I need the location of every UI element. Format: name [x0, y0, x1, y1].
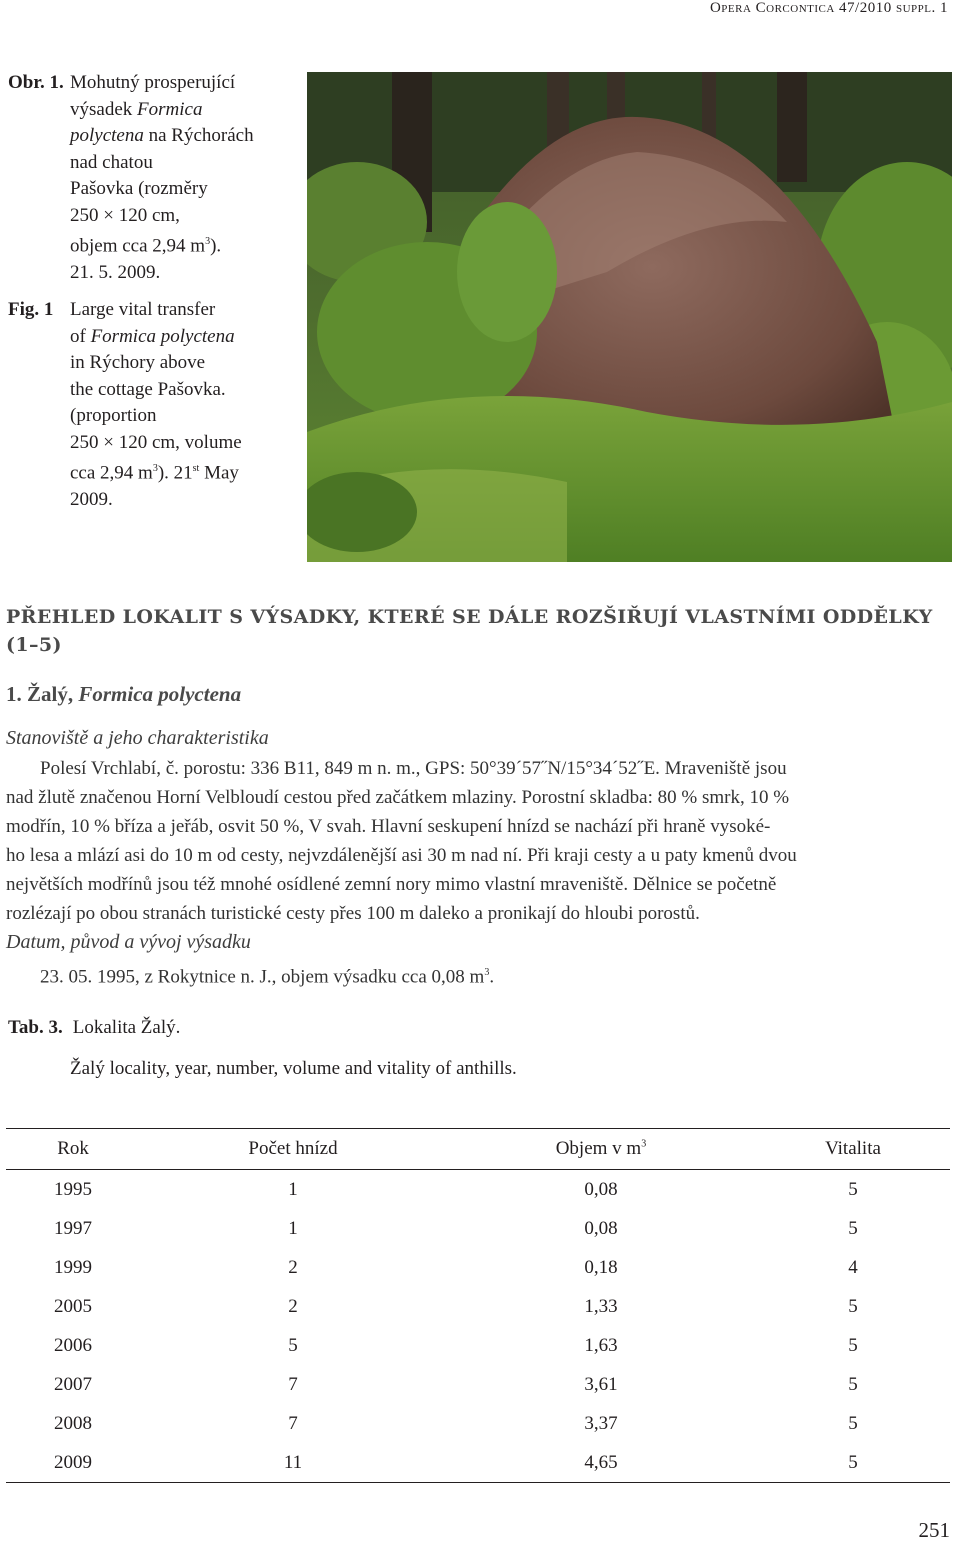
table-cell: 0,18	[584, 1256, 618, 1278]
table-cell: 5	[848, 1373, 858, 1395]
caption-line: polyctena na Rýchorách	[70, 125, 254, 146]
table-row	[6, 1365, 950, 1404]
table-cell: 1,33	[584, 1295, 618, 1317]
caption-line: 2009.	[70, 488, 113, 510]
caption-line: 250 × 120 cm,	[70, 204, 180, 226]
table-cell: 1997	[54, 1217, 93, 1239]
caption-line: objem cca 2,94 $m^3$).	[70, 235, 222, 257]
figure-caption-cz	[8, 70, 298, 286]
table-cell: 5	[848, 1295, 858, 1317]
caption-line: Large vital transfer	[70, 299, 216, 320]
caption-line: Pašovka (rozměry	[70, 178, 208, 199]
section-title: PŘEHLED LOKALIT S VÝSADKY, KTERÉ SE DÁLE ROZŠIŘUJÍ VLASTNÍMI ODDĚLKY (1–5)	[6, 606, 933, 656]
table-cell: 7	[288, 1373, 298, 1395]
table-cell: 3,37	[584, 1412, 618, 1434]
paragraph-line: Polesí Vrchlabí, č. porostu: 336 B11, 849 m n. m., GPS: 50°39´57˝N/15°34´52˝E. Mraveniště jsou	[40, 758, 787, 779]
table-cell: 1999	[54, 1256, 93, 1278]
paragraph-line: modřín, 10 % bříza a jeřáb, osvit 50 %, V svah. Hlavní seskupení hnízd se nachází při hraně vysoké-	[6, 816, 771, 837]
table-row	[6, 1443, 950, 1483]
table-cell: 2007	[54, 1373, 93, 1395]
table-cell: 5	[848, 1217, 858, 1239]
column-header: Rok	[6, 1129, 140, 1170]
paragraph-line: ho lesa a mlází asi do 10 m od cesty, nejvzdálenější asi 30 m nad ní. Při kraji cesty a u paty kmenů dvou	[6, 845, 797, 866]
table-label: Tab. 3. Lokalita Žalý.	[8, 1017, 181, 1038]
table-cell: 2	[288, 1295, 298, 1317]
caption-line: Mohutný prosperující	[70, 72, 236, 93]
table-cell: 2	[288, 1256, 298, 1278]
table-row	[6, 1404, 950, 1443]
column-header: Počet hnízd	[140, 1129, 446, 1170]
table-cell: 2009	[6, 1443, 140, 1483]
table-cell: 5	[848, 1334, 858, 1356]
table-cell: 7	[288, 1412, 298, 1434]
table-cell: 5	[848, 1178, 858, 1200]
table-row	[6, 1287, 950, 1326]
caption-line: (proportion	[70, 405, 157, 426]
table-cell: 0,08	[584, 1178, 618, 1200]
table-cell: 1	[288, 1178, 298, 1200]
table-row	[6, 1209, 950, 1248]
table-cell: 2006	[54, 1334, 93, 1356]
figure-caption-en	[8, 297, 298, 513]
caption-line: in Rýchory above	[70, 352, 206, 373]
running-header: Opera Corcontica 47/2010 suppl. 1	[709, 0, 948, 16]
caption-line: nad chatou	[70, 151, 153, 173]
table-cell: 4	[848, 1256, 858, 1278]
caption-line: of Formica polyctena	[70, 325, 235, 347]
anthill-photo	[307, 72, 952, 562]
table-cell: 0,08	[584, 1217, 618, 1239]
figure-label-cz: Obr. 1.	[8, 72, 64, 93]
table-cell: 5	[288, 1334, 298, 1356]
subsection-title: 1. Žalý, Formica polyctena	[6, 682, 242, 706]
caption-line: výsadek Formica	[70, 98, 203, 120]
caption-line: 250 × 120 cm, volume	[70, 431, 242, 453]
table-cell: 5	[756, 1443, 950, 1483]
origin-heading: Datum, původ a vývoj výsadku	[6, 931, 251, 953]
paragraph-line: rozlézají po obou stranách turistické cesty přes 100 m daleko a pronikají do hloubi porostů.	[6, 903, 700, 924]
table-cell: 11	[140, 1443, 446, 1483]
table-cell: 2005	[54, 1295, 93, 1317]
table-header-row	[6, 1129, 950, 1170]
figure-label-en: Fig. 1	[8, 299, 54, 320]
table-cell: 1	[288, 1217, 298, 1239]
column-header: Objem v $m^3$	[446, 1129, 756, 1170]
data-table	[6, 1128, 950, 1483]
habitat-heading: Stanoviště a jeho charakteristika	[6, 727, 269, 749]
caption-line: 21. 5. 2009.	[70, 261, 161, 283]
page-number: 251	[918, 1518, 950, 1542]
table-row	[6, 1248, 950, 1287]
table-cell: 4,65	[446, 1443, 756, 1483]
table-cell: 1995	[54, 1178, 93, 1200]
paragraph-line: nad žlutě značenou Horní Velbloudí cestou před začátkem mlaziny. Porostní skladba: 80 % smrk, 10 %	[6, 787, 790, 808]
origin-paragraph: 23. 05. 1995, z Rokytnice n. J., objem výsadku cca 0,08 $m^3$.	[40, 966, 495, 988]
table-row	[6, 1170, 950, 1210]
table-cell: 1,63	[584, 1334, 618, 1356]
table-row	[6, 1326, 950, 1365]
habitat-paragraph	[6, 754, 952, 928]
paragraph-line: největších modřínů jsou též mnohé osídlené zemní nory mimo vlastní mraveniště. Dělnice se početně	[6, 874, 777, 895]
table-cell: 3,61	[584, 1373, 618, 1395]
caption-line: cca 2,94 $m^3$). 21st May	[70, 462, 239, 484]
table-cell: 2008	[54, 1412, 93, 1434]
table-caption-en: Žalý locality, year, number, volume and vitality of anthills.	[70, 1058, 517, 1079]
caption-line: the cottage Pašovka.	[70, 378, 226, 400]
column-header: Vitalita	[756, 1129, 950, 1170]
table-cell: 5	[848, 1412, 858, 1434]
